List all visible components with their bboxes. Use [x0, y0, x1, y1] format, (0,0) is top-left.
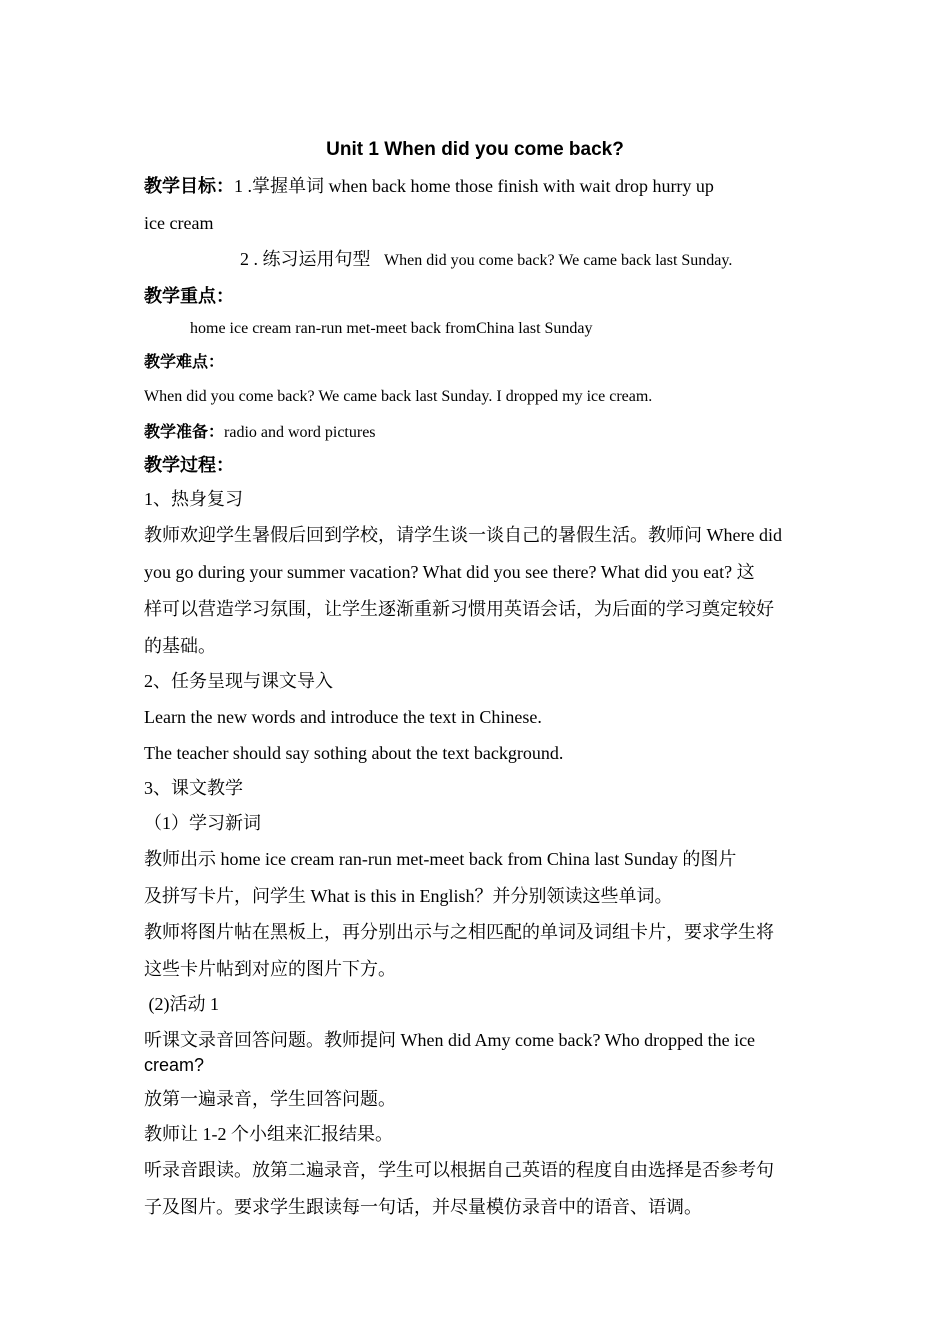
difficulties-text: When did you come back? We came back last Sunday. I dropped my ice cream.: [144, 388, 653, 405]
section-3-line-7: 放第一遍录音，学生回答问题。: [144, 1089, 396, 1109]
section-2-line-1: Learn the new words and introduce the text in Chinese.: [144, 707, 542, 727]
process-label: 教学过程：: [144, 455, 234, 475]
section-1-line-4: 的基础。: [144, 636, 216, 656]
section-3-line-4: 这些卡片帖到对应的图片下方。: [144, 959, 396, 979]
section-2-line-2: The teacher should say sothing about the text background.: [144, 743, 564, 763]
preparation-line: [144, 422, 376, 441]
section-3-heading: 3、课文教学: [144, 778, 243, 798]
section-1-line-2: you go during your summer vacation? What did you see there? What did you eat? 这: [144, 562, 755, 582]
preparation-label: 教学准备：: [144, 424, 225, 441]
objectives-label: 教学目标：: [144, 176, 234, 196]
section-1-heading: 1、热身复习: [144, 489, 243, 509]
preparation-text: radio and word pictures: [224, 424, 376, 441]
section-1-line-3: 样可以营造学习氛围，让学生逐渐重新习惯用英语会话，为后面的学习奠定较好: [144, 599, 774, 619]
section-3-line-3: 教师将图片帖在黑板上，再分别出示与之相匹配的单词及词组卡片，要求学生将: [144, 922, 774, 942]
objectives-line-1: [144, 177, 714, 195]
section-2-heading: 2、任务呈现与课文导入: [144, 671, 333, 691]
objectives-line-2: [240, 250, 732, 269]
section-3-sub-1: （1）学习新词: [144, 813, 261, 833]
section-3-line-10: 子及图片。要求学生跟读每一句话，并尽量模仿录音中的语音、语调。: [144, 1197, 702, 1217]
objectives-item-2-prefix: 2 . 练习运用句型: [240, 249, 371, 269]
objectives-item-1: 1 .掌握单词 when back home those finish with wait drop hurry up: [234, 176, 714, 196]
key-points-text: home ice cream ran-run met-meet back fromChina last Sunday: [190, 320, 593, 337]
key-points-label: 教学重点：: [144, 286, 234, 306]
section-3-line-1: 教师出示 home ice cream ran-run met-meet back from China last Sunday 的图片: [144, 849, 737, 869]
section-3-line-6: cream?: [144, 1055, 205, 1075]
section-3-line-9: 听录音跟读。放第二遍录音，学生可以根据自己英语的程度自由选择是否参考句: [144, 1160, 774, 1180]
section-1-line-1: 教师欢迎学生暑假后回到学校，请学生谈一谈自己的暑假生活。教师问 Where did: [144, 525, 782, 545]
page-title: Unit 1 When did you come back?: [326, 139, 624, 160]
objectives-item-1-continued: ice cream: [144, 213, 214, 233]
section-3-line-8: 教师让 1-2 个小组来汇报结果。: [144, 1124, 393, 1144]
section-3-sub-2: (2)活动 1: [144, 994, 219, 1014]
objectives-item-2-text: When did you come back? We came back last Sunday.: [384, 252, 733, 269]
section-3-line-5: 听课文录音回答问题。教师提问 When did Amy come back? Who dropped the ice: [144, 1030, 756, 1050]
difficulties-label: 教学难点：: [144, 354, 225, 371]
section-3-line-2: 及拼写卡片，问学生 What is this in English？并分别领读这些单词。: [144, 886, 673, 906]
